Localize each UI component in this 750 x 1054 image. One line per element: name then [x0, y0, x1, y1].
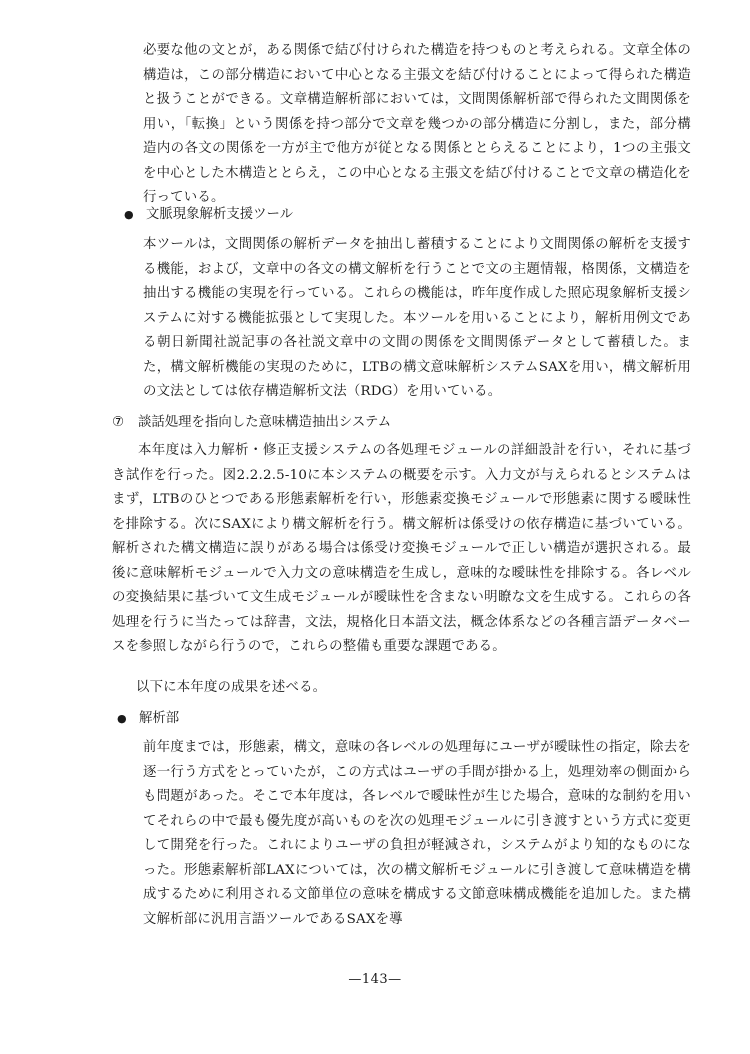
section-heading-7	[112, 411, 692, 436]
bullet-context-tool-label: 文脈現象解析支援ツール	[146, 207, 294, 222]
paragraph-analysis-part: 前年度までは，形態素，構文，意味の各レベルの処理毎にユーザが曖昧性の指定，除去を逐一行う方式をとっていたが，この方式はユーザの手間が掛かる上，処理効率の側面からも問題があった。そこで本年度は，各レベルで曖昧性が生じた場合，意味的な制約を用いてそれらの中で最も優先度が高いものを次の処理モジュールに引き渡すという方式に変更して開発を行った。これによりユーザの負担が軽減され，システムがより知的なものになった。形態素解析部LAXについては，次の構文解析モジュールに引き渡して意味構造を構成するために利用される文節単位の意味を構成する文節意味構成機能を追加した。また構文解析部に汎用言語ツールであるSAXを導	[143, 740, 691, 927]
bullet-analysis-part	[117, 707, 677, 732]
bullet-dot-icon: ●	[117, 712, 127, 725]
paragraph-context-tool: 本ツールは，文間関係の解析データを抽出し蓄積することにより文間関係の解析を支援する機能，および，文章中の各文の構文解析を行うことで文の主題情報，格関係，文構造を抽出する機能の実現を行っている。これらの機能は，昨年度作成した照応現象解析支援システムに対する機能拡張として実現した。本ツールを用いることにより，解析用例文である朝日新聞社説記事の各社説文章中の文間の関係を文間関係データとして蓄積した。また，構文解析機能の実現のために，LTBの構文意味解析システムSAXを用い，構文解析用の文法としては依存構造解析文法（RDG）を用いている。	[143, 237, 691, 399]
page-number: —143—	[348, 972, 402, 987]
bullet-analysis-part-label: 解析部	[139, 711, 180, 726]
bullet-context-tool	[124, 203, 684, 228]
paragraph-results-intro: 以下に本年度の成果を述べる。	[136, 680, 327, 695]
section-title: 談話処理を指向した意味構造抽出システム	[138, 415, 392, 430]
section-number-mark: ⑦	[112, 415, 125, 430]
paragraph-document-structure: 必要な他の文とが，ある関係で結び付けられた構造を持つものと考えられる。文章全体の構造は，この部分構造において中心となる主張文を結び付けることによって得られた構造と扱うことができる。文章構造解析部においては，文間関係解析部で得られた文間関係を用い，「転換」という関係を持つ部分で文章を幾つかの部分構造に分割し，また，部分構造内の各文の関係を一方が主で他方が従となる関係ととらえることにより，1つの主張文を中心とした木構造ととらえ，この中心となる主張文を結び付けることで文章の構造化を行っている。	[143, 43, 691, 205]
paragraph-system-overview: 本年度は入力解析・修正支援システムの各処理モジュールの詳細設計を行い，それに基づき試作を行った。図2.2.2.5-10に本システムの概要を示す。入力文が与えられるとシステムはまず，LTBのひとつである形態素解析を行い，形態素変換モジュールで形態素に関する曖昧性を排除する。次にSAXにより構文解析を行う。構文解析は係受けの依存構造に基づいている。解析された構文構造に誤りがある場合は係受け変換モジュールで正しい構造が選択される。最後に意味解析モジュールで入力文の意味構造を生成し，意味的な曖昧性を排除する。各レベルの変換結果に基づいて文生成モジュールが曖昧性を含まない明瞭な文を生成する。これらの各処理を行うに当たっては辞書，文法，規格化日本語文法，概念体系などの各種言語データベースを参照しながら行うので，これらの整備も重要な課題である。	[112, 443, 691, 654]
bullet-dot-icon: ●	[124, 208, 134, 221]
